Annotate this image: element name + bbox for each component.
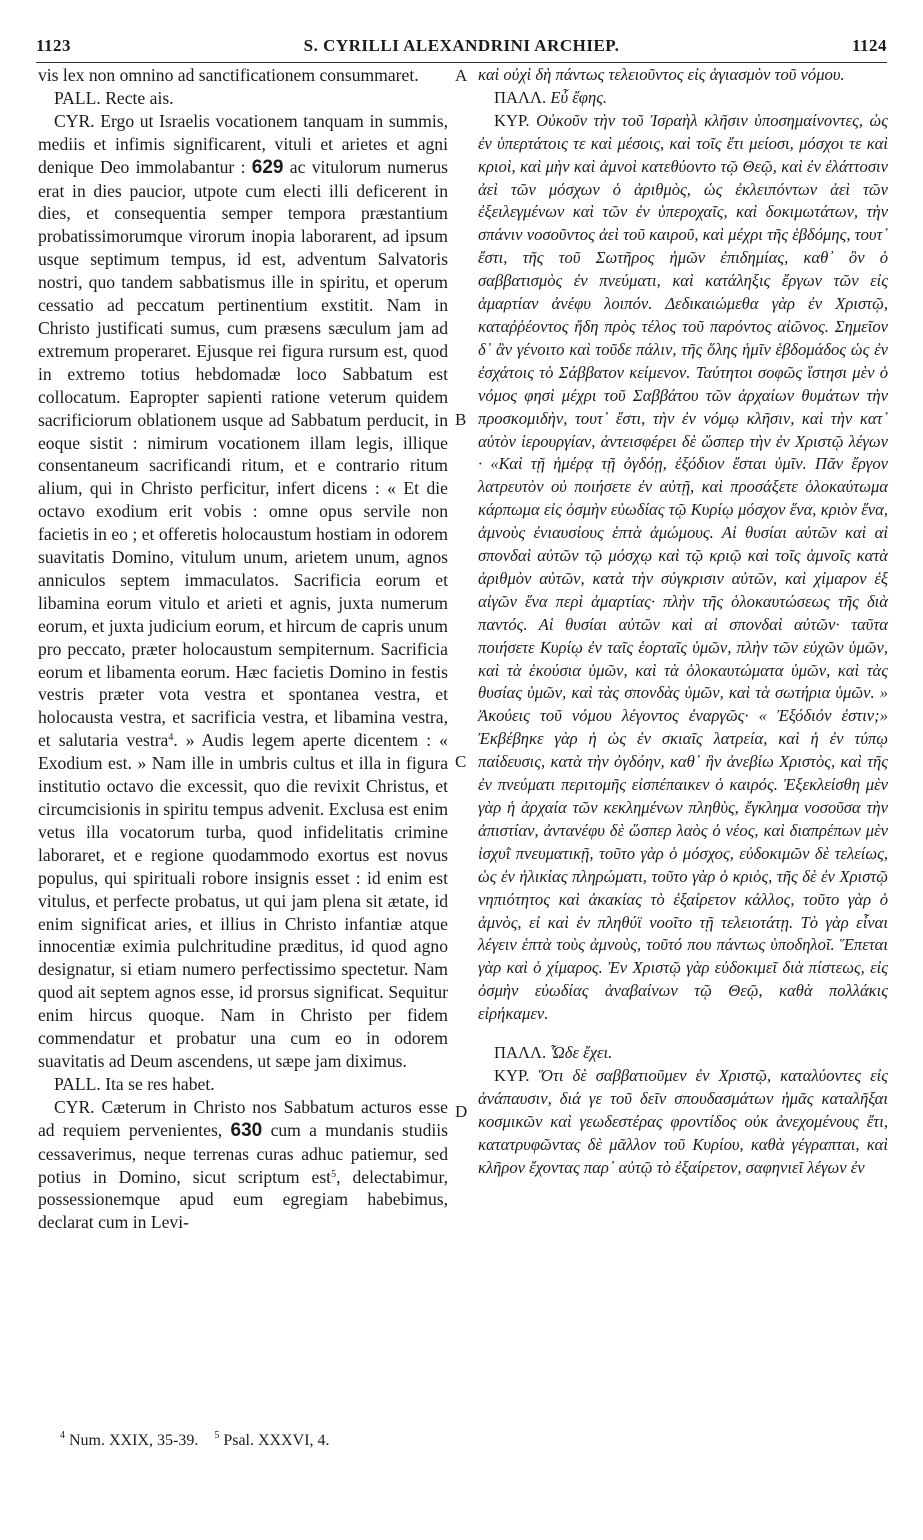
latin-text: ac vitulorum numerus erat in dies paucior, utpote cum electi illi deficerent in dies, et consequentia semper tempora præstantium probatissimorumque virorum inopia laborarent, ad ipsum usque septimum tempus, id est, adventum Salvatoris nostri, quo tandem sabbatismus ille in spiritu, et operum cessatio ad peccatum pertinentium exstitit. Nam in Christo justificati sumus, cum præsens sæculum jam ad extremum properaret. Ejusque rei figura rursum est, quod in extremo totius hebdomadæ loco Sabbatum est collocatum. Eapropter sapienti ratione veterum quidem sacrificiorum oblationem usque ad Sabbatum perducit, in eoque sistit : nimirum vocationem illam legis, illique consentaneum sacrificandi ritum, et e contrario ritum alium, qui in Christo perficitur, infert dicens : « Et die octavo exodium erit vobis : omne opus servile non facietis in eo ; et offeretis holocaustum hostiam in odorem suavitatis Domino, vitulum unum, arietem unum, agnos anniculos septem immaculatos. Sacrificia eorum et libamina eorum vitulo et arieti et agnis, juxta numerum eorum, et juxta judicium eorum, et hircum de capris unum pro peccato, præter holocaustum sempiternum. Sacrificia eorum et libamenta eorum. Hæc facietis Domino in festis vestris præter vota vestra et spontanea vestra, et holocausta vestra, et sacrificia vestra, et libamina vestra, et salutaria vestra bbox=[38, 156, 448, 751]
greek-paragraph bbox=[478, 64, 888, 87]
speaker-label: ΠΑΛΛ. bbox=[494, 1043, 547, 1063]
running-title: S. CYRILLI ALEXANDRINI ARCHIEP. bbox=[303, 36, 620, 55]
speaker-label: ΚΥΡ. bbox=[494, 1065, 530, 1085]
greek-text: Ὅτι δὲ σαββατιοῦμεν ἐν Χριστῷ, καταλύοντες εἰς ἀνάπαυσιν, διά γε τοῦ δεῖν σπουδασμάτων ἡμᾶς καταλῆξαι κοσμικῶν καὶ γεωδεστέρας φροντίδος οὐκ ἀνεχομένους ἔτι, κατατρυφῶντας δὲ μᾶλλον τοῦ Κυρίου, καθὰ γέγραπται, καὶ κλῆρον ἔχοντας παρ᾽ αὐτῷ τὸ ἐξαίρετον, σαφηνιεῖ λέγων ἐν bbox=[478, 1065, 888, 1177]
greek-paragraph bbox=[478, 1042, 888, 1065]
margin-letter-a: A bbox=[455, 66, 468, 85]
latin-text: Cæterum in Christo nos Sabbatum acturos esse ad requiem pervenientes, bbox=[38, 1096, 448, 1140]
latin-column bbox=[38, 64, 448, 1234]
latin-paragraph bbox=[38, 1096, 448, 1234]
speaker-label: ΠΑΛΛ. bbox=[494, 87, 547, 107]
footnote-text: Num. XXIX, 35-39. bbox=[69, 1432, 199, 1449]
greek-text: Ὧδε ἔχει. bbox=[550, 1043, 613, 1063]
column-marker-630: 630 bbox=[230, 1119, 263, 1141]
latin-text: Ita se res habet. bbox=[105, 1073, 215, 1094]
latin-text: Recte ais. bbox=[105, 87, 174, 108]
column-number-left: 1123 bbox=[36, 36, 72, 55]
footnote-ref: 4 bbox=[168, 732, 174, 744]
greek-text: καὶ οὐχὶ δὴ πάντως τελειοῦντος εἰς ἁγιασμὸν τοῦ νόμου. bbox=[478, 65, 845, 84]
latin-paragraph bbox=[38, 64, 448, 87]
header-rule bbox=[36, 62, 887, 63]
latin-text: . » Audis legem aperte dicentem : « Exodium est. » Nam ille in umbris cultus et illa in figura institutio octavo die excessit, quo die revixit Christus, et circumcisionis in spiritu tempus advenit. Exclusa est enim vetus illa vocatorum turba, quod infidelitatis crimine laboraret, et e regione quodammodo exortus est novus populus, qui spirituali robore insignis esset : id enim est vitulus, et perfecte probatus, ut qui jam plena sit ætate, id enim significat aries, et illius in Christo infantiæ atque innocentiæ eximia pulchritudine præditus, id quod agno designatur, si etiam numero perfectissimo spectetur. Nam quod ait septem agnos esse, id prorsus significat. Sequitur enim hircus quoque. Nam in Christo per fidem commendatur et probatur una cum eo in odorem suavitatis ad Deum ascendens, ut sæpe jam diximus. bbox=[38, 730, 448, 1071]
footnotes bbox=[60, 1432, 330, 1450]
greek-paragraph bbox=[478, 1065, 888, 1180]
greek-paragraph bbox=[478, 87, 888, 110]
footnote-text: Psal. XXXVI, 4. bbox=[223, 1432, 330, 1449]
latin-paragraph bbox=[38, 110, 448, 1073]
greek-paragraph bbox=[478, 110, 888, 1026]
latin-paragraph bbox=[38, 1073, 448, 1096]
latin-text: , delectabimur, possessionemque apud eum egregiam habebimus, declarat cum in Levi- bbox=[38, 1166, 448, 1233]
greek-text: Οὐκοῦν τὴν τοῦ Ἰσραὴλ κλῆσιν ὑποσημαίνοντες, ὡς ἐν ὑπερτάτοις τε καὶ μέσοις, καὶ τοῖς ἔτι μείοσι, μόσχοι τε καὶ κριοὶ, καὶ μὴν καὶ ἀμνοὶ κατεθύοντο τῷ Θεῷ, καὶ ἐν ἐλάττοσιν ἀεὶ τῶν μόσχων ὁ ἀριθμὸς, ὡς ἐκλειπόντων ἀεὶ τῶν ἐξειλεγμένων καὶ τῶν ἐν ὑπεροχαῖς, καὶ δοκιμωτάτων, τὴν σπάνιν νοσοῦντος ἀεὶ τοῦ καιροῦ, καὶ μέχρι τῆς ἑβδόμης, τουτ᾽ ἔστι, τῆς τοῦ Σωτῆρος ἡμῶν ἐπιδημίας, καθ᾽ ὃν ὁ σαββατισμὸς ἐν πνεύματι, καὶ κατάληξις ἔργων τῶν εἰς ἁμαρτίαν ἀνέφυ λοιπόν. Δεδικαιώμεθα γὰρ ἐν Χριστῷ, καταῤῥέοντος ἤδη πρὸς τέλος τοῦ παρόντος αἰῶνος. Σημεῖον δ᾽ ἂν γένοιτο καὶ τοῦδε πάλιν, τῆς ὅλης ἡμῖν ἑβδομάδος ὡς ἐν ἐσχάτοις τὸ Σάββατον κείμενον. Ταύτητοι σοφῶς ἵστησι μὲν ὁ νόμος φησὶ μέχρι τοῦ Σαββάτου τῶν ἀρχαίων θυμάτων τὴν προσκομιδὴν, τουτ᾽ ἔστι, τὴν ἐν νόμῳ κλῆσιν, καὶ τὴν κατ᾽ αὐτὸν ἱερουργίαν, ἀντεισφέρει δὲ ὥσπερ τὴν ἐν Χριστῷ λέγων · «Καὶ τῇ ἡμέρᾳ τῇ ὀγδόῃ, ἐξόδιον ἔσται ὑμῖν. Πᾶν ἔργον λατρευτὸν οὐ ποιήσετε ἐν αὐτῇ, καὶ προσάξετε ὁλοκαύτωμα κάρπωμα εἰς ὀσμὴν εὐωδίας τῷ Κυρίῳ μόσχον ἕνα, κριὸν ἕνα, ἀμνοὺς ἐνιαυσίους ἑπτὰ ἀμώμους. Αἱ θυσίαι αὐτῶν καὶ αἱ σπονδαὶ αὐτῶν τῷ μόσχῳ καὶ τῷ κριῷ καὶ τοῖς ἀμνοῖς κατὰ ἀριθμὸν αὐτῶν, κατὰ τὴν σύγκρισιν αὐτῶν, καὶ χίμαρον ἐξ αἰγῶν ἕνα περὶ ἁμαρτίας· πλὴν τῆς ὁλοκαυτώσεως τῆς διὰ παντός. Αἱ θυσίαι αὐτῶν καὶ αἱ σπονδαὶ αὐτῶν· ταῦτα ποιήσετε Κυρίῳ ἐν ταῖς ἑορταῖς ὑμῶν, πλὴν τῶν εὐχῶν ὑμῶν, καὶ τὰ ἑκούσια ὑμῶν, καὶ τὰ ὁλοκαυτώματα ὑμῶν, καὶ τὰς θυσίας ὑμῶν, καὶ τὰς σπονδὰς ὑμῶν, καὶ τὰ σωτήρια ὑμῶν. » Ἀκούεις τοῦ νόμου λέγοντος ἐναργῶς· « Ἐξόδιόν ἐστιν;» Ἐκβέβηκε γὰρ ἡ ὡς ἐν σκιαῖς λατρεία, καὶ ἡ ἐν τύπῳ παίδευσις, κατὰ τὴν ὀγδόην, καθ᾽ ἣν ἀνεβίω Χριστὸς, καὶ τῆς ἐν πνεύματι περιτομῆς εἰσπέπαικεν ὁ καιρός. Ἐξεκλείσθη μὲν γὰρ ἡ ἀρχαία τῶν κεκλημένων πληθὺς, ἔγκλημα νοσοῦσα τὴν ἀπιστίαν, ἀντανέφυ δὲ ὥσπερ λαὸς ὁ νέος, καὶ διαπρέπων μὲν ἰσχυῒ πνευματικῇ, τοῦτο γὰρ ὁ μόσχος, εὐδοκιμῶν δὲ τελείως, ὡς ἐν ἡλικίας πληρώματι, τοῦτο γὰρ ὁ κριὸς, τῆς δὲ ἐν Χριστῷ νηπιότητος καὶ ἀκακίας τὸ ἐξαίρετον κάλλος, τοῦτο γὰρ ὁ ἀμνὸς, εἰ καὶ ἐν πληθύϊ νοοῖτο τῇ τελειοτάτῃ. Τὸ γὰρ εἶναι λέγειν ἑπτὰ τοὺς ἀμνοὺς, τοῦτό που πάντως ὑποδηλοῖ. Ἕπεται γὰρ καὶ ὁ χίμαρος. Ἐν Χριστῷ γὰρ εὐδοκιμεῖ διὰ πίστεως, εἰς ὀσμὴν εὐωδίας ἀναβαίνων τῷ Θεῷ, καθὰ πολλάκις εἰρήκαμεν. bbox=[478, 110, 888, 1024]
greek-text: Εὖ ἔφης. bbox=[550, 87, 608, 107]
speaker-label: PALL. bbox=[54, 87, 101, 108]
latin-text: Ergo ut Israelis vocationem tanquam in summis, mediis et infimis significarent, vituli et arietes et agni denique Deo immolabantur : bbox=[38, 110, 448, 177]
footnote-ref: 5 bbox=[331, 1168, 337, 1180]
margin-letter-d: D bbox=[455, 1102, 468, 1121]
footnote-mark: 4 bbox=[60, 1430, 65, 1441]
speaker-label: ΚΥΡ. bbox=[494, 110, 530, 130]
margin-letter-c: C bbox=[455, 752, 467, 771]
latin-text: vis lex non omnino ad sanctificationem consummaret. bbox=[38, 65, 419, 85]
footnote-mark: 5 bbox=[214, 1430, 220, 1441]
latin-paragraph bbox=[38, 87, 448, 110]
speaker-label: CYR. bbox=[54, 110, 95, 131]
column-marker-629: 629 bbox=[251, 156, 284, 178]
speaker-label: PALL. bbox=[54, 1073, 101, 1094]
greek-column bbox=[478, 64, 888, 1180]
margin-letter-b: B bbox=[455, 410, 467, 429]
latin-text: cum a mundanis studiis cessaverimus, neque terrenas curas adhuc patiemur, sed potius in Domino, sicut scriptum est bbox=[38, 1119, 448, 1187]
column-number-right: 1124 bbox=[851, 36, 887, 55]
speaker-label: CYR. bbox=[54, 1096, 95, 1117]
